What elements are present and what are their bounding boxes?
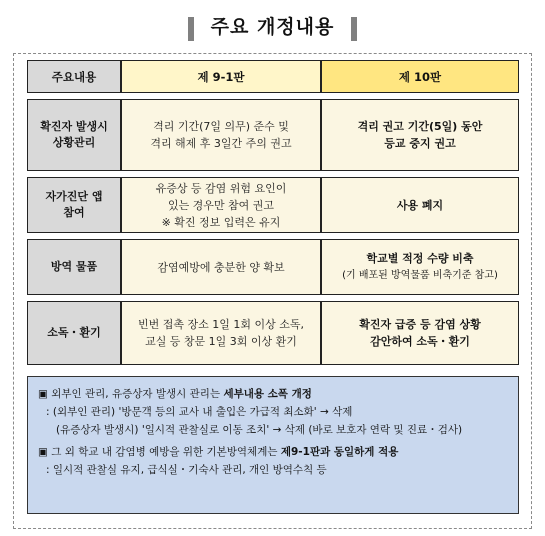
header-label: 주요내용 bbox=[27, 60, 121, 93]
row-label: 소독・환기 bbox=[27, 301, 121, 365]
row-old-content: 유증상 등 감염 위험 요인이 있는 경우만 참여 권고 ※ 확진 정보 입력은 유지 bbox=[121, 177, 321, 233]
table-row bbox=[27, 239, 519, 295]
row-label: 방역 물품 bbox=[27, 239, 121, 295]
table-header-row bbox=[27, 60, 519, 93]
row-label: 확진자 발생시 상황관리 bbox=[27, 99, 121, 171]
page-title: 주요 개정내용 bbox=[210, 16, 335, 38]
row-new-content: 확진자 급증 등 감염 상황 감안하여 소독・환기 bbox=[321, 301, 519, 365]
row-old-content: 감염예방에 충분한 양 확보 bbox=[121, 239, 321, 295]
header-new-version: 제 10판 bbox=[321, 60, 519, 93]
row-new-content: 학교별 적정 수량 비축 (기 배포된 방역물품 비축기준 참고) bbox=[321, 239, 519, 295]
note-1-detail-1: : (외부인 관리) '방문객 등의 교사 내 출입은 가급적 최소화' → 삭제 bbox=[46, 406, 353, 418]
title-right-bar bbox=[351, 17, 357, 41]
row-label: 자가진단 앱 참여 bbox=[27, 177, 121, 233]
notes-box bbox=[27, 376, 519, 514]
table-row bbox=[27, 99, 519, 171]
note-1: ▣ 외부인 관리, 유증상자 발생시 관리는 세부내용 소폭 개정 bbox=[38, 388, 312, 400]
table-row bbox=[27, 177, 519, 233]
row-new-content: 사용 폐지 bbox=[321, 177, 519, 233]
note-2: ▣ 그 외 학교 내 감염병 예방을 위한 기본방역체계는 제9-1판과 동일하게 적용 bbox=[38, 446, 399, 458]
page-title-wrap bbox=[0, 12, 545, 41]
row-new-content: 격리 권고 기간(5일) 동안 등교 중지 권고 bbox=[321, 99, 519, 171]
note-1-detail-2: (유증상자 발생시) '일시적 관찰실로 이동 조치' → 삭제 (바로 보호자 연락 및 진료・검사) bbox=[56, 424, 463, 436]
header-old-version: 제 9-1판 bbox=[121, 60, 321, 93]
row-old-content: 격리 기간(7일 의무) 준수 및 격리 해제 후 3일간 주의 권고 bbox=[121, 99, 321, 171]
note-2-detail: : 일시적 관찰실 유지, 급식실・기숙사 관리, 개인 방역수칙 등 bbox=[46, 464, 327, 476]
comparison-table bbox=[27, 60, 519, 365]
table-row bbox=[27, 301, 519, 365]
title-left-bar bbox=[188, 17, 194, 41]
row-old-content: 빈번 접촉 장소 1일 1회 이상 소독, 교실 등 창문 1일 3회 이상 환기 bbox=[121, 301, 321, 365]
